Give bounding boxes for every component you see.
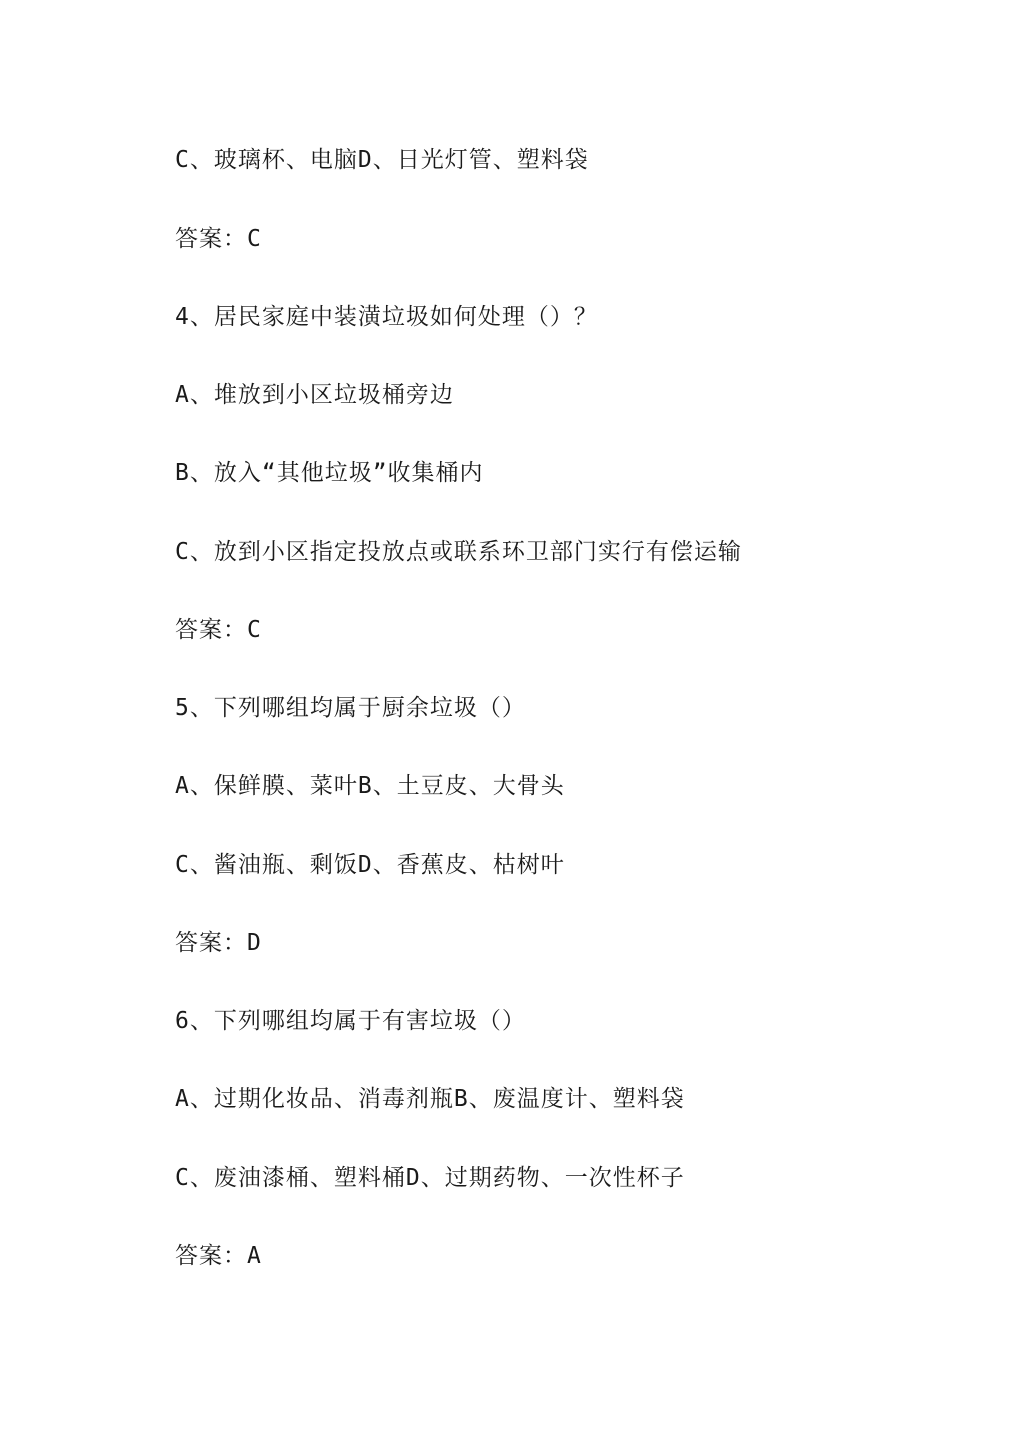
q4-option-a: A、堆放到小区垃圾桶旁边	[175, 382, 454, 408]
q6-answer: 答案：A	[175, 1243, 262, 1269]
q4-question: 4、居民家庭中装潢垃圾如何处理（）？	[175, 304, 598, 330]
q5-answer: 答案：D	[175, 930, 262, 956]
q3-option-cd: C、玻璃杯、电脑D、日光灯管、塑料袋	[175, 147, 589, 173]
q5-question: 5、下列哪组均属于厨余垃圾（）	[175, 695, 526, 721]
q6-option-cd: C、废油漆桶、塑料桶D、过期药物、一次性杯子	[175, 1165, 685, 1191]
q6-question: 6、下列哪组均属于有害垃圾（）	[175, 1008, 526, 1034]
q4-option-b: B、放入“其他垃圾”收集桶内	[175, 460, 484, 486]
q5-option-ab: A、保鲜膜、菜叶B、土豆皮、大骨头	[175, 773, 565, 799]
q6-option-ab: A、过期化妆品、消毒剂瓶B、废温度计、塑料袋	[175, 1086, 685, 1112]
q4-answer: 答案：C	[175, 617, 262, 643]
q3-answer: 答案：C	[175, 226, 262, 252]
q4-option-c: C、放到小区指定投放点或联系环卫部门实行有偿运输	[175, 539, 742, 565]
q5-option-cd: C、酱油瓶、剩饭D、香蕉皮、枯树叶	[175, 852, 565, 878]
